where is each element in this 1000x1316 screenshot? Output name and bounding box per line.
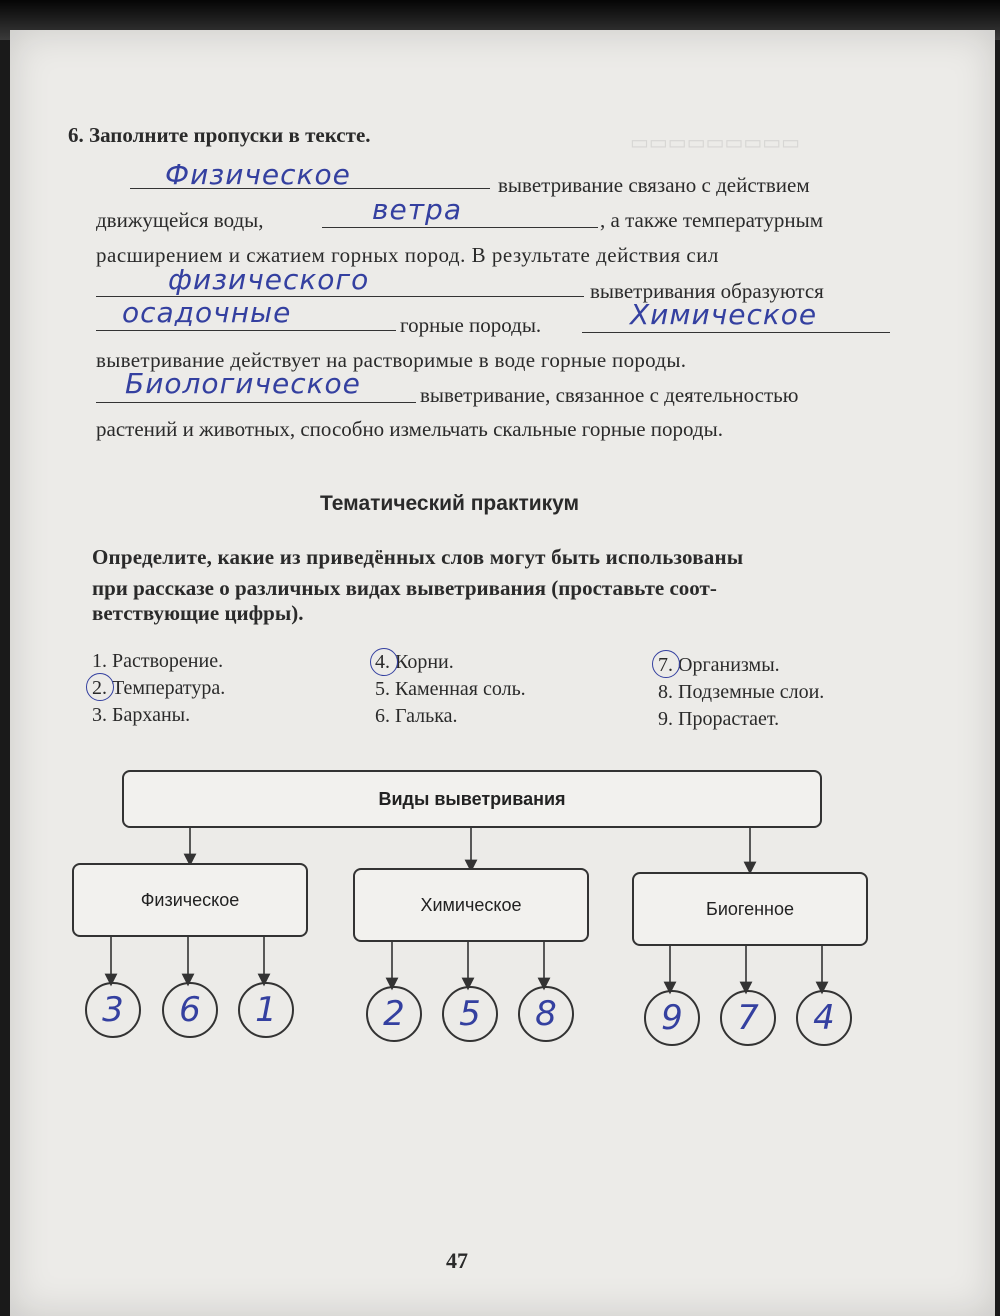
instruction-line-3: ветствующие цифры). [92,601,304,625]
branch-chemical: Химическое [353,868,589,942]
answer-1: Физическое [165,158,351,191]
answer-digit: 9 [661,998,683,1038]
answer-digit: 7 [737,998,759,1038]
text-line-2b: , а также температурным [600,208,823,232]
answer-circle[interactable] [720,990,776,1046]
word-item: 8. Подземные слои. [658,681,825,703]
answer-circle[interactable] [644,990,700,1046]
bleed-through: ▭▭▭▭▭▭▭▭▭ [630,132,801,154]
instruction-line-1: Определите, какие из приведённых слов могут быть использованы [92,545,744,569]
word-item: 9. Прорастает. [658,708,780,730]
answer-circle[interactable] [85,982,141,1038]
answer-4: осадочные [122,296,292,329]
answer-2: ветра [372,193,462,226]
answer-circle[interactable] [238,982,294,1038]
answer-circle[interactable] [366,986,422,1042]
answer-digit: 6 [179,990,201,1030]
word-item: 7. Организмы. [658,654,780,676]
text-line-1: выветривание связано с действием [498,173,810,197]
answer-circle[interactable] [162,982,218,1038]
word-item: 6. Галька. [375,705,458,727]
word-item: 4. Корни. [375,651,454,673]
branch-physical: Физическое [72,863,308,937]
answer-circle[interactable] [442,986,498,1042]
workbook-page [10,30,995,1316]
word-item: 2. Температура. [92,677,226,699]
answer-digit: 8 [535,994,557,1034]
answer-digit: 1 [255,990,277,1030]
text-line-4: выветривания образуются [590,279,824,303]
diagram-root: Виды выветривания [122,770,822,828]
answer-circle[interactable] [518,986,574,1042]
word-item: 1. Растворение. [92,650,224,672]
text-line-5: горные породы. [400,313,542,337]
practicum-heading: Тематический практикум [320,492,580,515]
instruction-line-2: при рассказе о различных видах выветривания (проставьте соот- [92,576,717,600]
diagram-connectors [10,30,995,1316]
word-item: 5. Каменная соль. [375,678,526,700]
answer-digit: 2 [383,994,405,1034]
task6-title: 6. Заполните пропуски в тексте. [68,123,371,147]
answer-digit: 4 [813,998,835,1038]
answer-5: Химическое [630,298,818,331]
text-line-8: растений и животных, способно измельчать скальные горные породы. [96,417,723,441]
text-line-7: выветривание, связанное с деятельностью [420,383,799,407]
answer-3: физического [168,263,370,296]
text-line-6: выветривание действует на растворимые в воде горные породы. [96,348,687,372]
text-line-2a: движущейся воды, [96,208,264,232]
text-line-3: расширением и сжатием горных пород. В результате действия сил [96,243,719,267]
page-number: 47 [446,1248,468,1273]
answer-6: Биологическое [125,367,361,400]
answer-circle[interactable] [796,990,852,1046]
word-item: 3. Барханы. [92,704,191,726]
answer-digit: 5 [459,994,481,1034]
branch-biogenic: Биогенное [632,872,868,946]
answer-digit: 3 [102,990,124,1030]
